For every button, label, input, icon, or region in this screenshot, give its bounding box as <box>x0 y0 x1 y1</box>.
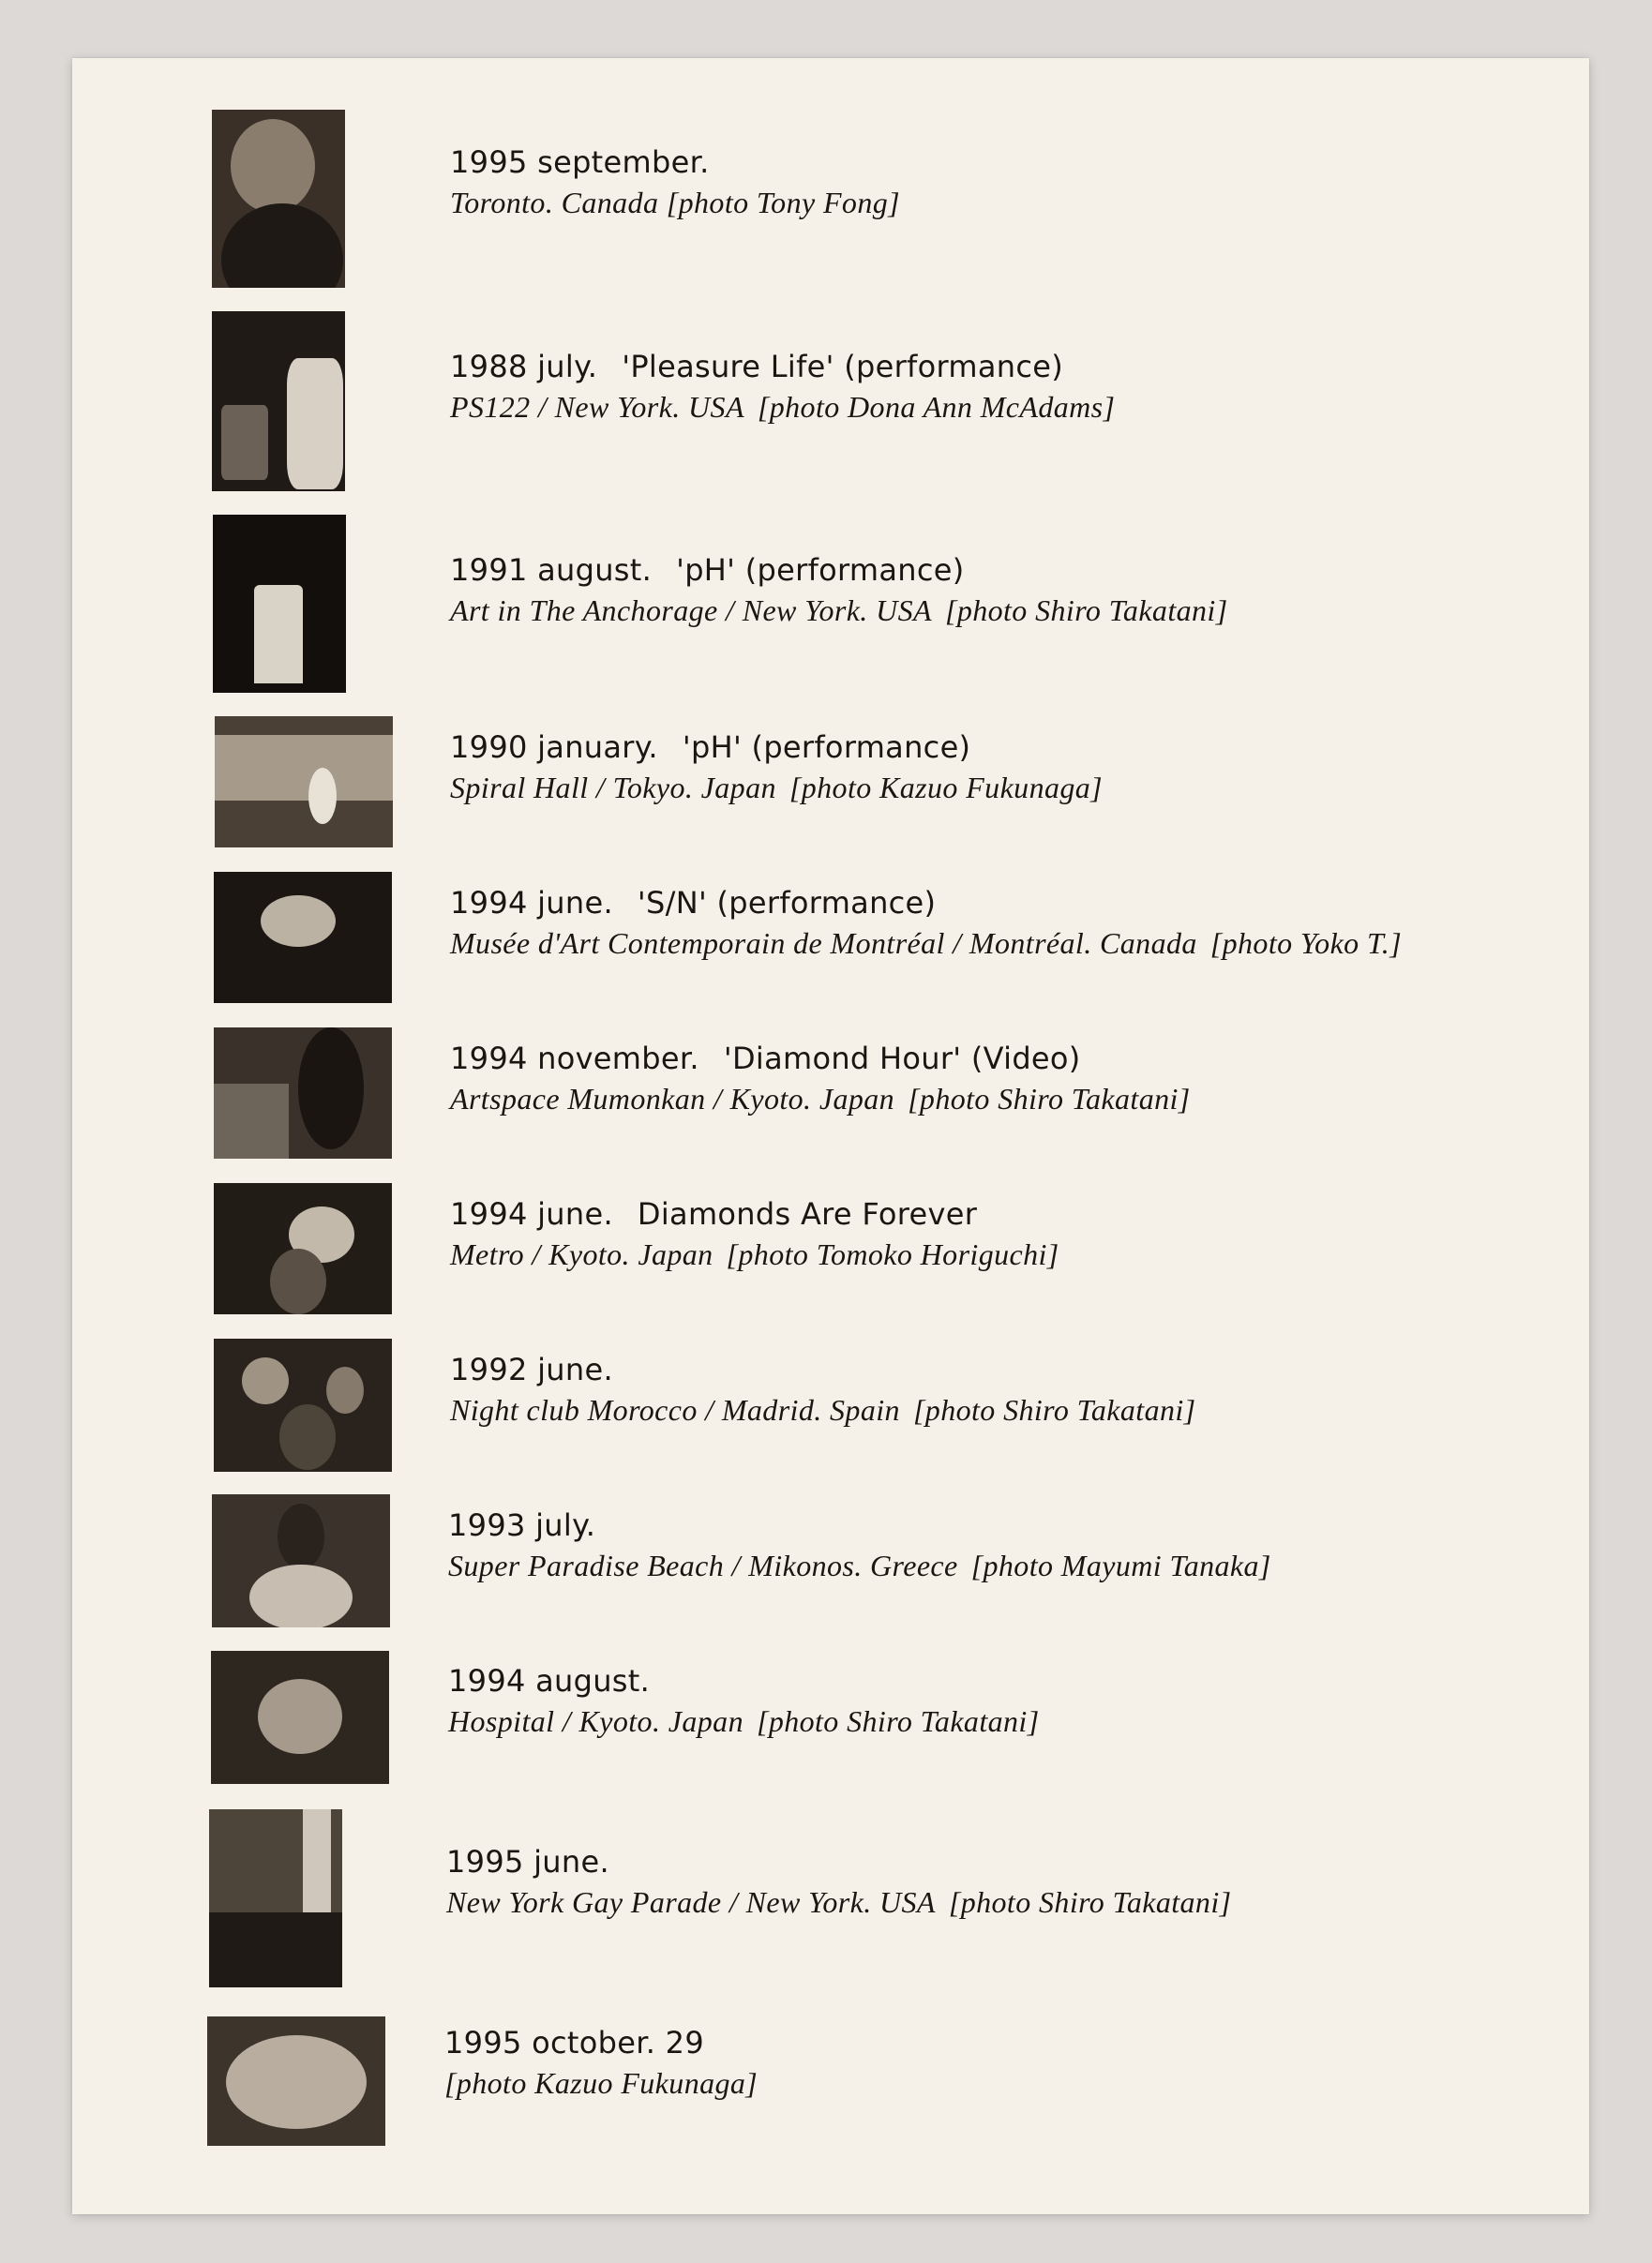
entry-photo <box>215 716 393 847</box>
entry <box>450 1352 1196 1428</box>
entry <box>450 885 1402 961</box>
entry-location: PS122 / New York. USA <box>450 390 744 424</box>
entry-date: 1994 november. <box>450 1041 699 1076</box>
printed-sheet <box>72 58 1589 2214</box>
entry-title: 'Pleasure Life' (performance) <box>622 349 1064 384</box>
entry-date: 1994 june. <box>450 1196 613 1232</box>
entry <box>450 1196 1059 1272</box>
entry-photo <box>213 515 346 693</box>
entry-location: New York Gay Parade / New York. USA <box>446 1885 936 1919</box>
entry <box>444 2025 758 2101</box>
entry-photo <box>212 1494 390 1627</box>
entry-credit: [photo Shiro Takatani] <box>912 1393 1196 1427</box>
entry <box>450 349 1115 425</box>
entry-date: 1991 august. <box>450 552 653 588</box>
entry-credit: [photo Kazuo Fukunaga] <box>444 2066 758 2100</box>
entry <box>448 1507 1271 1583</box>
entry-photo <box>214 1339 392 1472</box>
entry <box>450 144 900 220</box>
entry-credit: [photo Mayumi Tanaka] <box>970 1549 1271 1582</box>
entry-credit: [photo Shiro Takatani] <box>944 593 1228 627</box>
entry-date: 1995 october. 29 <box>444 2025 704 2061</box>
entry <box>450 729 1103 805</box>
entry <box>450 552 1228 628</box>
entry-photo <box>212 110 345 288</box>
entry-credit: [photo Tony Fong] <box>666 186 900 219</box>
entry-title: 'S/N' (performance) <box>637 885 937 921</box>
entry-photo <box>207 2016 385 2146</box>
entry-credit: [photo Shiro Takatani] <box>756 1704 1040 1738</box>
entry-photo <box>209 1809 342 1987</box>
entry-date: 1995 june. <box>446 1844 609 1880</box>
entry-photo <box>214 1027 392 1159</box>
entry-title: Diamonds Are Forever <box>637 1196 978 1232</box>
entry-credit: [photo Shiro Takatani] <box>948 1885 1232 1919</box>
entry <box>448 1663 1040 1739</box>
entry-date: 1992 june. <box>450 1352 613 1387</box>
entry-photo <box>214 1183 392 1314</box>
entry-date: 1995 september. <box>450 144 710 180</box>
entry-title: 'Diamond Hour' (Video) <box>723 1041 1081 1076</box>
entry-date: 1990 january. <box>450 729 658 765</box>
entry <box>446 1844 1231 1920</box>
entry-location: Spiral Hall / Tokyo. Japan <box>450 771 776 804</box>
entry-date: 1988 july. <box>450 349 598 384</box>
entry-location: Art in The Anchorage / New York. USA <box>450 593 932 627</box>
entry-title: 'pH' (performance) <box>676 552 965 588</box>
entry-photo <box>212 311 345 491</box>
entry-location: Artspace Mumonkan / Kyoto. Japan <box>450 1082 895 1116</box>
entry-credit: [photo Tomoko Horiguchi] <box>726 1237 1059 1271</box>
entry-location: Metro / Kyoto. Japan <box>450 1237 713 1271</box>
entry-location: Hospital / Kyoto. Japan <box>448 1704 743 1738</box>
entry-credit: [photo Shiro Takatani] <box>908 1082 1191 1116</box>
entry-photo <box>211 1651 389 1784</box>
entry-title: 'pH' (performance) <box>682 729 971 765</box>
entry-photo <box>214 872 392 1003</box>
entry <box>450 1041 1191 1117</box>
entry-location: Toronto. Canada <box>450 186 659 219</box>
entry-location: Night club Morocco / Madrid. Spain <box>450 1393 900 1427</box>
entry-credit: [photo Yoko T.] <box>1209 926 1403 960</box>
entry-location: Musée d'Art Contemporain de Montréal / Montréal. Canada <box>450 926 1197 960</box>
entry-location: Super Paradise Beach / Mikonos. Greece <box>448 1549 958 1582</box>
entry-credit: [photo Dona Ann McAdams] <box>757 390 1116 424</box>
entry-date: 1994 august. <box>448 1663 651 1699</box>
entry-credit: [photo Kazuo Fukunaga] <box>788 771 1104 804</box>
entry-date: 1994 june. <box>450 885 613 921</box>
entry-date: 1993 july. <box>448 1507 596 1543</box>
